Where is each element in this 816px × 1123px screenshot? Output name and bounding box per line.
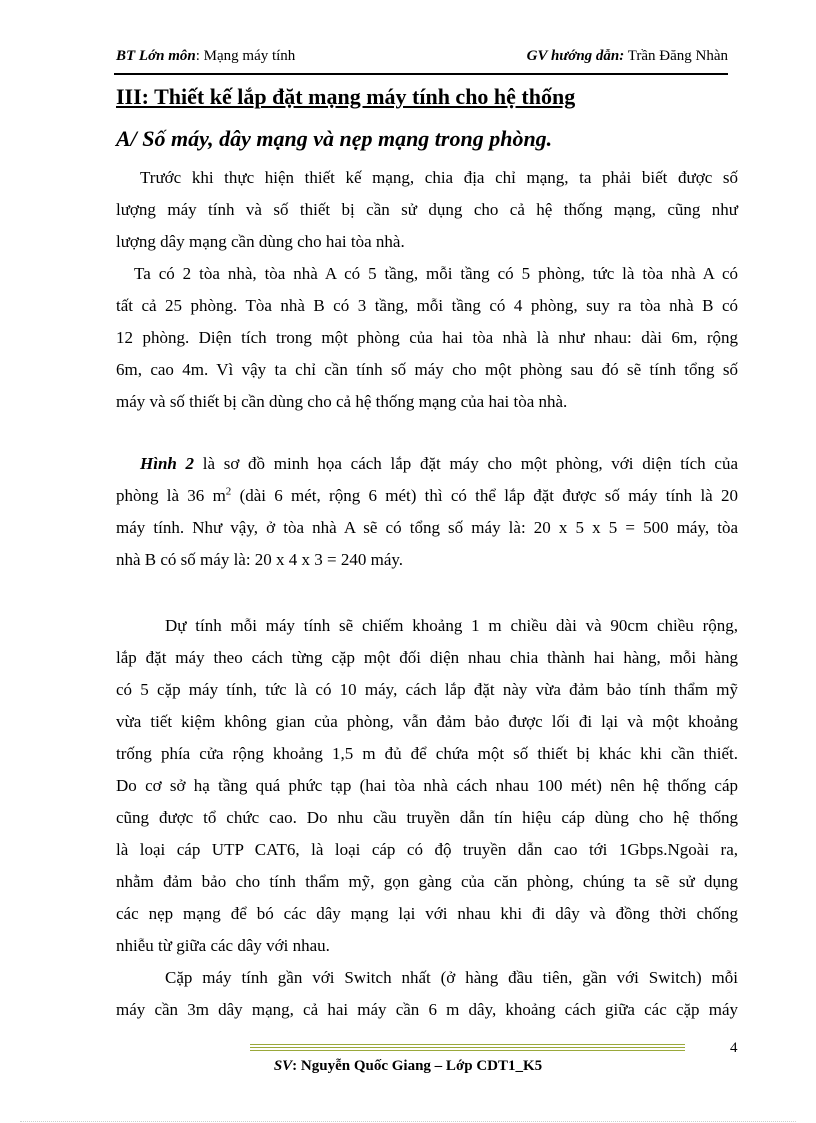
- instructor-info: [527, 48, 728, 65]
- paragraph-line: Do cơ sở hạ tầng quá phức tạp (hai tòa nhà cách nhau 100 mét) nên hệ thống cáp: [116, 776, 738, 795]
- paragraph-line: các nẹp mạng để bó các dây mạng lại với nhau khi đi dây và đồng thời chống: [116, 904, 738, 923]
- footer-divider: [250, 1050, 685, 1051]
- paragraph-line: máy tính. Như vậy, ở tòa nhà A sẽ có tổng số máy là: 20 x 5 x 5 = 500 máy, tòa: [116, 518, 738, 537]
- paragraph-line: nhà B có số máy là: 20 x 4 x 3 = 240 máy.: [116, 550, 404, 569]
- course-value: : Mạng máy tính: [195, 48, 296, 64]
- paragraph-line: vừa tiết kiệm không gian của phòng, vẫn đảm bảo được lối đi lại và một khoảng: [116, 712, 738, 731]
- paragraph-line: lượng dây mạng cần dùng cho hai tòa nhà.: [116, 232, 405, 251]
- page-footer: [0, 1058, 816, 1075]
- section-title: III: Thiết kế lắp đặt mạng máy tính cho hệ thống: [116, 84, 576, 109]
- figure-reference: Hình 2: [140, 454, 195, 473]
- subsection-title: A/ Số máy, dây mạng và nẹp mạng trong phòng.: [116, 126, 553, 151]
- paragraph-line: nhằm đảm bảo cho tính thẩm mỹ, gọn gàng của căn phòng, chúng ta sẽ sử dụng: [116, 872, 738, 891]
- paragraph-line: 12 phòng. Diện tích trong một phòng của hai tòa nhà là như nhau: dài 6m, rộng: [116, 328, 738, 347]
- footer-divider: [250, 1044, 685, 1045]
- paragraph-line: tất cả 25 phòng. Tòa nhà B có 3 tầng, mỗi tầng có 4 phòng, suy ra tòa nhà B có: [116, 296, 738, 315]
- paragraph-line: phòng là 36 $m^2$ (dài 6 mét, rộng 6 mét) thì có thể lắp đặt được số máy tính là 20: [116, 485, 738, 505]
- paragraph-line: Hình 2 là sơ đồ minh họa cách lắp đặt máy cho một phòng, với diện tích của: [140, 454, 738, 473]
- page-edge: [20, 1121, 796, 1122]
- paragraph-line: lắp đặt máy theo cách từng cặp một đối diện nhau chia thành hai hàng, mỗi hàng: [116, 648, 738, 667]
- instructor-value: Trần Đăng Nhàn: [624, 48, 728, 64]
- superscript: 2: [225, 485, 232, 498]
- paragraph-line: máy và số thiết bị cần dùng cho cả hệ thống mạng của hai tòa nhà.: [116, 392, 568, 411]
- paragraph-line: Dự tính mỗi máy tính sẽ chiếm khoảng 1 m chiều dài và 90cm chiều rộng,: [165, 616, 738, 635]
- instructor-label: GV hướng dẫn:: [526, 48, 625, 64]
- paragraph-line: có 5 cặp máy tính, tức là có 10 máy, cách lắp đặt này vừa đảm bảo tính thẩm mỹ: [116, 680, 738, 699]
- paragraph-line: Trước khi thực hiện thiết kế mạng, chia địa chỉ mạng, ta phải biết được số: [140, 168, 738, 187]
- paragraph-line: Ta có 2 tòa nhà, tòa nhà A có 5 tầng, mỗi tầng có 5 phòng, tức là tòa nhà A có: [134, 264, 738, 283]
- header-divider: [114, 73, 728, 75]
- student-value: : Nguyễn Quốc Giang – Lớp CDT1_K5: [292, 1058, 543, 1074]
- paragraph-line: 6m, cao 4m. Vì vậy ta chỉ cần tính số máy cho một phòng sau đó sẽ tính tổng số: [116, 360, 738, 379]
- course-info: [116, 48, 295, 65]
- paragraph-line: nhiễu từ giữa các dây với nhau.: [116, 936, 330, 955]
- paragraph-line: lượng máy tính và số thiết bị cần sử dụng cho cả hệ thống mạng, cũng như: [116, 200, 738, 219]
- paragraph-line: là loại cáp UTP CAT6, là loại cáp có độ truyền dẫn cao tới 1Gbps.Ngoài ra,: [116, 840, 738, 859]
- paragraph-line: trống phía cửa rộng khoảng 1,5 m đủ để chứa một số thiết bị khác khi cần thiết.: [116, 744, 738, 763]
- footer-divider: [250, 1047, 685, 1048]
- student-label: SV: [273, 1058, 293, 1074]
- page-number: 4: [730, 1040, 738, 1056]
- paragraph-line: cũng được tổ chức cao. Do nhu cầu truyền dẫn tín hiệu cáp dùng cho hệ thống: [116, 808, 738, 827]
- paragraph-line: Cặp máy tính gần với Switch nhất (ở hàng đầu tiên, gần với Switch) mỗi: [165, 968, 738, 987]
- paragraph-line: máy cần 3m dây mạng, cả hai máy cần 6 m dây, khoảng cách giữa các cặp máy: [116, 1000, 738, 1019]
- course-label: BT Lớn môn: [116, 48, 196, 64]
